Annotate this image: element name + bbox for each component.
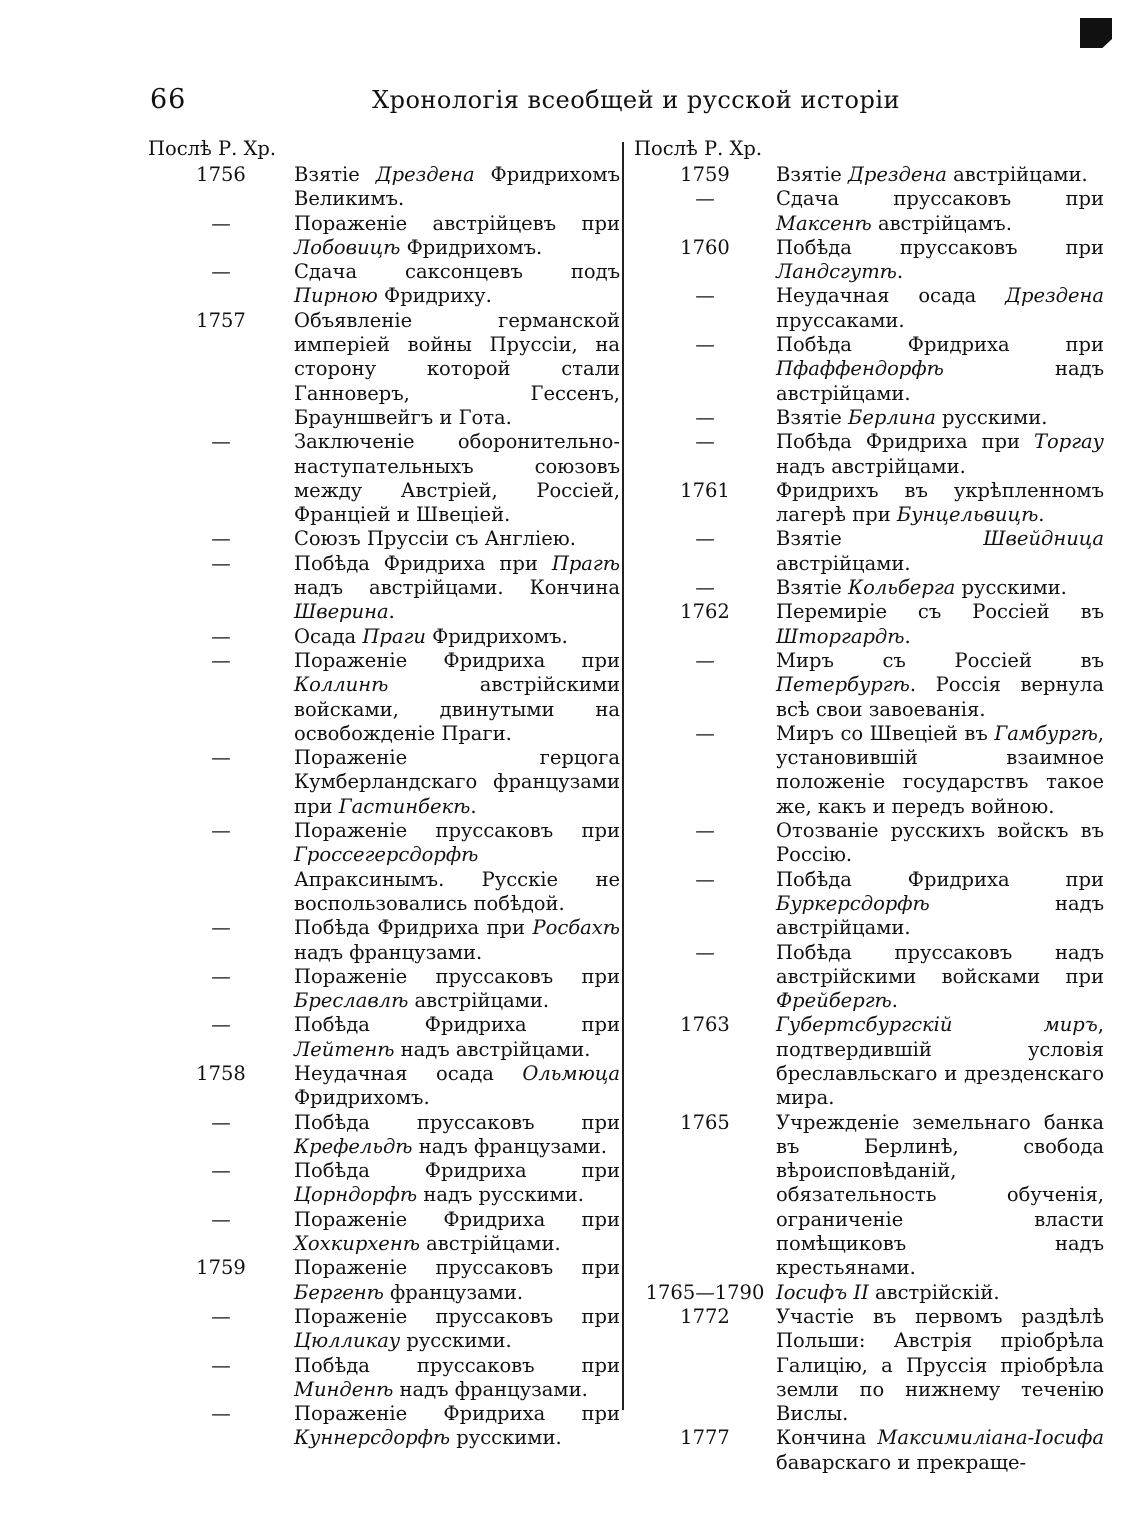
- entry-text: Миръ съ Россіей въ Петербургѣ. Россія вернула всѣ свои завоеванія.: [776, 648, 1104, 721]
- entry-text: Заключеніе оборонительно-наступательныхъ союзовъ между Австріей, Россіей, Франціей и Швеціей.: [294, 430, 620, 527]
- entry-year: —: [211, 1013, 231, 1037]
- entry-text: Взятіе Дрездена Фридрихомъ Великимъ.: [294, 163, 620, 211]
- chronology-entry: [148, 309, 620, 430]
- entry-text: Союзъ Пруссіи съ Англіею.: [294, 527, 576, 551]
- column-heading: Послѣ Р. Хр.: [148, 137, 277, 160]
- chronology-entry: [634, 430, 1104, 479]
- entry-year: —: [211, 916, 231, 940]
- entry-year: —: [211, 1402, 231, 1426]
- entry-text: Взятіе Швейдница австрійцами.: [776, 527, 1104, 575]
- chronology-entry: [148, 527, 620, 551]
- entry-text: Пораженіе пруссаковъ при Бергенѣ французами.: [294, 1256, 620, 1304]
- entry-text: Побѣда пруссаковъ надъ австрійскими войсками при Фрейбергѣ.: [776, 940, 1104, 1013]
- entry-text: Осада Праги Фридрихомъ.: [294, 624, 568, 648]
- entry-year: —: [211, 964, 231, 988]
- entry-year: —: [211, 1110, 231, 1134]
- chronology-entry: [148, 1013, 620, 1062]
- chronology-entry: [148, 916, 620, 965]
- chronology-entry: [634, 527, 1104, 576]
- chronology-entry: [148, 649, 620, 746]
- entry-year: —: [211, 819, 231, 843]
- entry-text: Побѣда пруссаковъ при Крефельдѣ надъ французами.: [294, 1110, 620, 1158]
- chronology-entry: [634, 868, 1104, 941]
- entry-year: 1759: [680, 163, 730, 186]
- entry-year: 1757: [196, 308, 246, 332]
- entry-year: 1765—1790: [645, 1280, 765, 1304]
- entry-year: —: [695, 333, 715, 357]
- entry-text: Взятіе Дрездена австрійцами.: [776, 163, 1088, 186]
- entry-text: Участіе въ первомъ раздѣлѣ Польши: Австрія пріобрѣла Галицію, а Пруссія пріобрѣла земли по нижнему теченію Вислы.: [776, 1304, 1104, 1426]
- chronology-entry: [148, 1256, 620, 1305]
- entry-year: —: [695, 819, 715, 843]
- entry-year: —: [695, 405, 715, 429]
- chronology-entry: [634, 284, 1104, 333]
- entry-text: Пораженіе пруссаковъ при Цюлликау русскими.: [294, 1304, 620, 1353]
- entry-text: Отозваніе русскихъ войскъ въ Россію.: [776, 819, 1104, 867]
- entry-year: 1760: [680, 235, 730, 259]
- entry-year: —: [695, 867, 715, 891]
- entry-text: Іосифъ II австрійскій.: [776, 1280, 1000, 1304]
- entry-year: 1762: [680, 600, 730, 624]
- entry-year: —: [211, 1207, 231, 1231]
- chronology-entry: [148, 819, 620, 916]
- entry-text: Пораженіе Фридриха при Куннерсдорфѣ русскими.: [294, 1402, 620, 1450]
- entry-text: Сдача саксонцевъ подъ Пирною Фридриху.: [294, 260, 620, 308]
- entry-year: —: [211, 211, 231, 235]
- chronology-entry: [148, 552, 620, 625]
- entry-text: Взятіе Кольберга русскими.: [776, 576, 1067, 600]
- entry-text: Побѣда пруссаковъ при Ландсгутѣ.: [776, 235, 1104, 284]
- chronology-entry: [148, 1354, 620, 1403]
- chronology-entry: [148, 625, 620, 649]
- entry-year: —: [695, 284, 715, 308]
- chronology-entry: [634, 1281, 1104, 1305]
- chronology-entry: [148, 1111, 620, 1160]
- chronology-entry: [634, 722, 1104, 819]
- chronology-entry: [148, 430, 620, 527]
- entry-text: Побѣда Фридриха при Цорндорфѣ надъ русскими.: [294, 1159, 620, 1207]
- entry-text: Пораженіе пруссаковъ при Гроссегерсдорфѣ Апраксинымъ. Русскіе не воспользовались побѣдой.: [294, 819, 620, 915]
- entry-text: Объявленіе германской имперіей войны Пруссіи, на сторону которой стали Ганноверъ, Гессенъ, Брауншвейгъ и Гота.: [294, 308, 620, 429]
- chronology-entry: [148, 1062, 620, 1111]
- chronology-entry: [634, 941, 1104, 1014]
- page-number: 66: [150, 84, 187, 115]
- entry-year: 1756: [196, 163, 246, 186]
- page-header: [0, 84, 1140, 124]
- chronology-entry: [148, 746, 620, 819]
- chronology-entry: [634, 819, 1104, 868]
- entry-text: Кончина Максимиліана-Іосифа баварскаго и прекраще-: [776, 1426, 1104, 1474]
- chronology-entry: [634, 600, 1104, 649]
- entry-text: Побѣда Фридриха при Буркерсдорфѣ надъ австрійцами.: [776, 867, 1104, 940]
- chronology-entry: [634, 1426, 1104, 1475]
- running-title: Хронологія всеобщей и русской исторiи: [372, 86, 901, 114]
- entry-list: [148, 163, 620, 1451]
- chronology-entry: [148, 1159, 620, 1208]
- entry-year: 1772: [680, 1304, 730, 1328]
- entry-year: —: [695, 940, 715, 964]
- right-column: [634, 137, 1104, 1474]
- entry-year: —: [211, 746, 231, 770]
- column-heading: Послѣ Р. Хр.: [634, 137, 763, 160]
- entry-text: Пораженіе Фридриха при Коллинѣ австрійскими войсками, двинутыми на освобожденіе Праги.: [294, 648, 620, 745]
- chronology-entry: [634, 163, 1104, 187]
- chronology-entry: [634, 236, 1104, 285]
- chronology-entry: [634, 576, 1104, 600]
- entry-year: —: [695, 648, 715, 672]
- entry-year: —: [211, 430, 231, 454]
- chronology-entry: [634, 649, 1104, 722]
- entry-year: —: [211, 1353, 231, 1377]
- entry-text: Фридрихъ въ укрѣпленномъ лагерѣ при Бунцельвицѣ.: [776, 478, 1104, 527]
- entry-text: Пораженіе австрійцевъ при Лобовицѣ Фридрихомъ.: [294, 211, 620, 259]
- entry-text: Побѣда пруссаковъ при Минденѣ надъ французами.: [294, 1353, 620, 1401]
- entry-text: Пораженіе герцога Кумберландскаго французами при Гастинбекѣ.: [294, 746, 620, 818]
- entry-year: —: [211, 648, 231, 672]
- entry-year: —: [695, 576, 715, 600]
- chronology-entry: [148, 1402, 620, 1451]
- page-corner-mark: [1080, 18, 1112, 48]
- entry-text: Неудачная осада Ольмюца Фридрихомъ.: [294, 1061, 620, 1110]
- entry-year: —: [695, 187, 715, 211]
- entry-text: Губертсбургскій миръ, подтвердившій условія бреславльскаго и дрезденскаго мира.: [776, 1013, 1104, 1110]
- entry-text: Побѣда Фридриха при Пфаффендорфѣ надъ австрійцами.: [776, 333, 1104, 405]
- chronology-entry: [148, 260, 620, 309]
- entry-list: [634, 163, 1104, 1475]
- entry-text: Пораженіе пруссаковъ при Бреславлѣ австрійцами.: [294, 964, 620, 1013]
- entry-text: Миръ со Швеціей въ Гамбургѣ, установившій взаимное положеніе государствъ такое же, какъ и передъ войною.: [776, 721, 1104, 818]
- chronology-entry: [634, 333, 1104, 406]
- chronology-entry: [634, 479, 1104, 528]
- entry-text: Взятіе Берлина русскими.: [776, 405, 1048, 429]
- entry-text: Сдача пруссаковъ при Максенѣ австрійцамъ.: [776, 187, 1104, 235]
- entry-year: 1777: [680, 1426, 730, 1450]
- chronology-entry: [634, 406, 1104, 430]
- entry-year: —: [211, 1159, 231, 1183]
- entry-year: 1765: [680, 1110, 730, 1134]
- entry-year: —: [695, 721, 715, 745]
- entry-year: —: [211, 624, 231, 648]
- chronology-entry: [634, 1013, 1104, 1110]
- entry-text: Побѣда Фридриха при Торгау надъ австрійцами.: [776, 430, 1104, 478]
- entry-text: Перемиріе съ Россіей въ Шторгардѣ.: [776, 600, 1104, 648]
- entry-year: —: [695, 527, 715, 551]
- chronology-entry: [634, 187, 1104, 236]
- entry-text: Побѣда Фридриха при Прагѣ надъ австрійцами. Кончина Шверина.: [294, 551, 620, 624]
- entry-text: Побѣда Фридриха при Лейтенѣ надъ австрійцами.: [294, 1013, 620, 1061]
- entry-year: —: [695, 430, 715, 454]
- entry-text: Пораженіе Фридриха при Хохкирхенѣ австрійцами.: [294, 1207, 620, 1256]
- chronology-entry: [634, 1111, 1104, 1281]
- entry-year: —: [211, 260, 231, 284]
- chronology-entry: [148, 1208, 620, 1257]
- entry-year: 1763: [680, 1013, 730, 1037]
- entry-year: 1759: [196, 1256, 246, 1280]
- chronology-entry: [148, 1305, 620, 1354]
- chronology-entry: [148, 163, 620, 212]
- chronology-entry: [148, 212, 620, 261]
- entry-text: Неудачная осада Дрездена пруссаками.: [776, 284, 1104, 332]
- entry-year: —: [211, 551, 231, 575]
- entry-text: Учрежденіе земельнаго банка въ Берлинѣ, свобода вѣроисповѣданій, обязательность обученія, ограниченіе власти помѣщиковъ надъ крестьянами.: [776, 1110, 1104, 1280]
- entry-year: 1761: [680, 478, 730, 502]
- entry-year: 1758: [196, 1061, 246, 1085]
- chronology-entry: [634, 1305, 1104, 1426]
- entry-text: Побѣда Фридриха при Росбахѣ надъ французами.: [294, 916, 620, 964]
- chronology-entry: [148, 965, 620, 1014]
- left-column: [148, 137, 620, 1450]
- column-divider: [622, 142, 624, 1410]
- entry-year: —: [211, 1304, 231, 1328]
- entry-year: —: [211, 527, 231, 551]
